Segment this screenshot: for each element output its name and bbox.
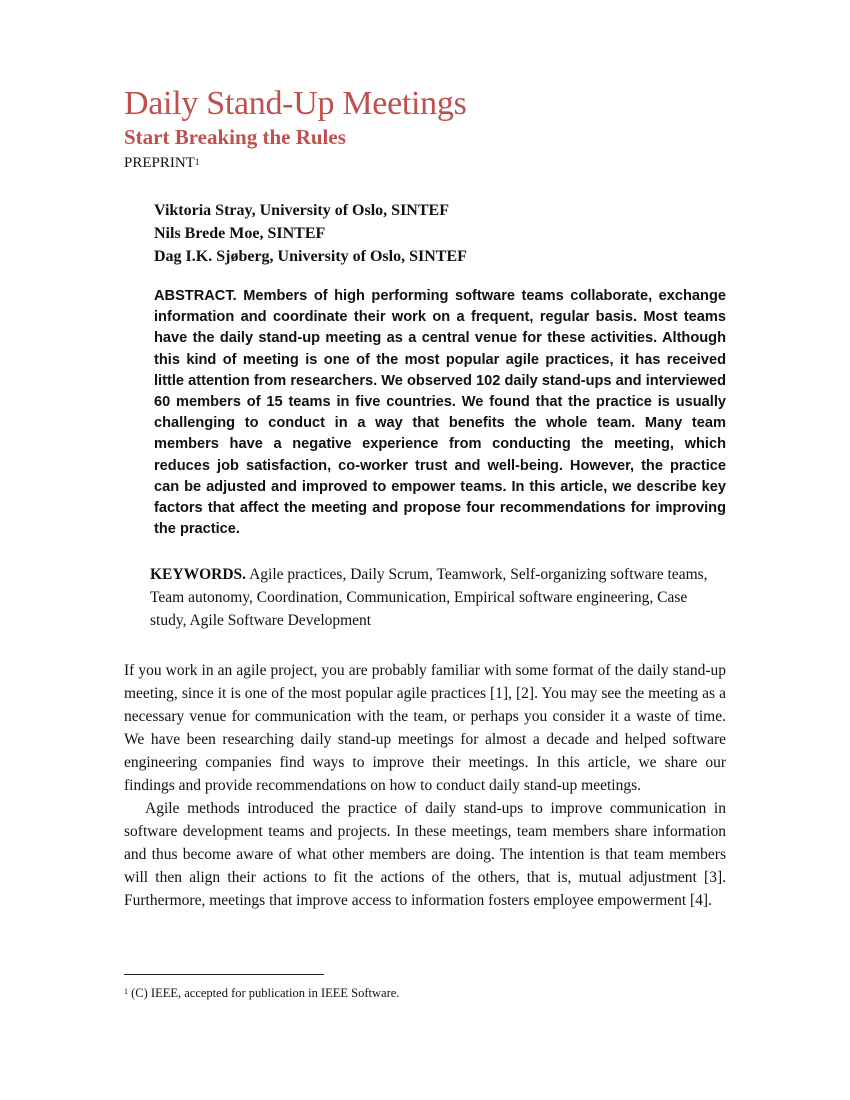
preprint-footnote-mark[interactable]: 1 <box>194 157 200 167</box>
footnote-text: (C) IEEE, accepted for publication in IEEE Software. <box>128 986 400 1000</box>
footnote-mark: 1 <box>124 987 128 996</box>
author-1: Viktoria Stray, University of Oslo, SINTEF <box>154 202 449 219</box>
body-paragraph-2: Agile methods introduced the practice of daily stand-ups to improve communication in software development teams and projects. In these meetings, team members share information and thus become aware of what other members are doing. The intention is that team members will then align their actions to fit the actions of the others, that is, mutual adjustment [3]. Furthermore, meetings that improve access to information fosters employee empowerment [4]. <box>124 800 726 909</box>
body-paragraph-1: If you work in an agile project, you are probably familiar with some format of the daily stand-up meeting, since it is one of the most popular agile practices [1], [2]. You may see the meeting as a necessary venue for communication with the team, or perhaps you consider it a waste of time. We have been researching daily stand-up meetings for almost a decade and helped software engineering companies find ways to improve their meetings. In this article, we share our findings and provide recommendations on how to conduct daily stand-up meetings. <box>124 662 726 794</box>
preprint-label <box>124 153 199 173</box>
body-text <box>124 659 726 912</box>
footnote <box>124 984 399 1002</box>
footnote-divider <box>124 974 324 975</box>
author-list <box>154 199 467 268</box>
paper-title: Daily Stand-Up Meetings <box>124 85 467 122</box>
keywords-text: Agile practices, Daily Scrum, Teamwork, Self-organizing software teams, Team autonomy, Coordination, Communication, Empirical software engineering, Case study, Agile Software Development <box>150 566 708 629</box>
keywords <box>150 563 726 632</box>
author-3: Dag I.K. Sjøberg, University of Oslo, SINTEF <box>154 248 467 265</box>
author-2: Nils Brede Moe, SINTEF <box>154 225 326 242</box>
abstract: ABSTRACT. Members of high performing software teams collaborate, exchange information and coordinate their work on a frequent, regular basis. Most teams have the daily stand-up meeting as a central venue for these activities. Although this kind of meeting is one of the most popular agile practices, it has received little attention from researchers. We observed 102 daily stand-ups and interviewed 60 members of 15 teams in five countries. We found that the practice is usually challenging to conduct in a way that benefits the whole team. Many team members have a negative experience from conducting the meeting, which reduces job satisfaction, co-worker trust and well-being. However, the practice can be adjusted and improved to empower teams. In this article, we describe key factors that affect the meeting and propose four recommendations for improving the practice. <box>154 288 726 538</box>
paper-subtitle: Start Breaking the Rules <box>124 125 346 149</box>
preprint-text: PREPRINT <box>124 155 195 171</box>
keywords-label: KEYWORDS. <box>150 566 247 583</box>
